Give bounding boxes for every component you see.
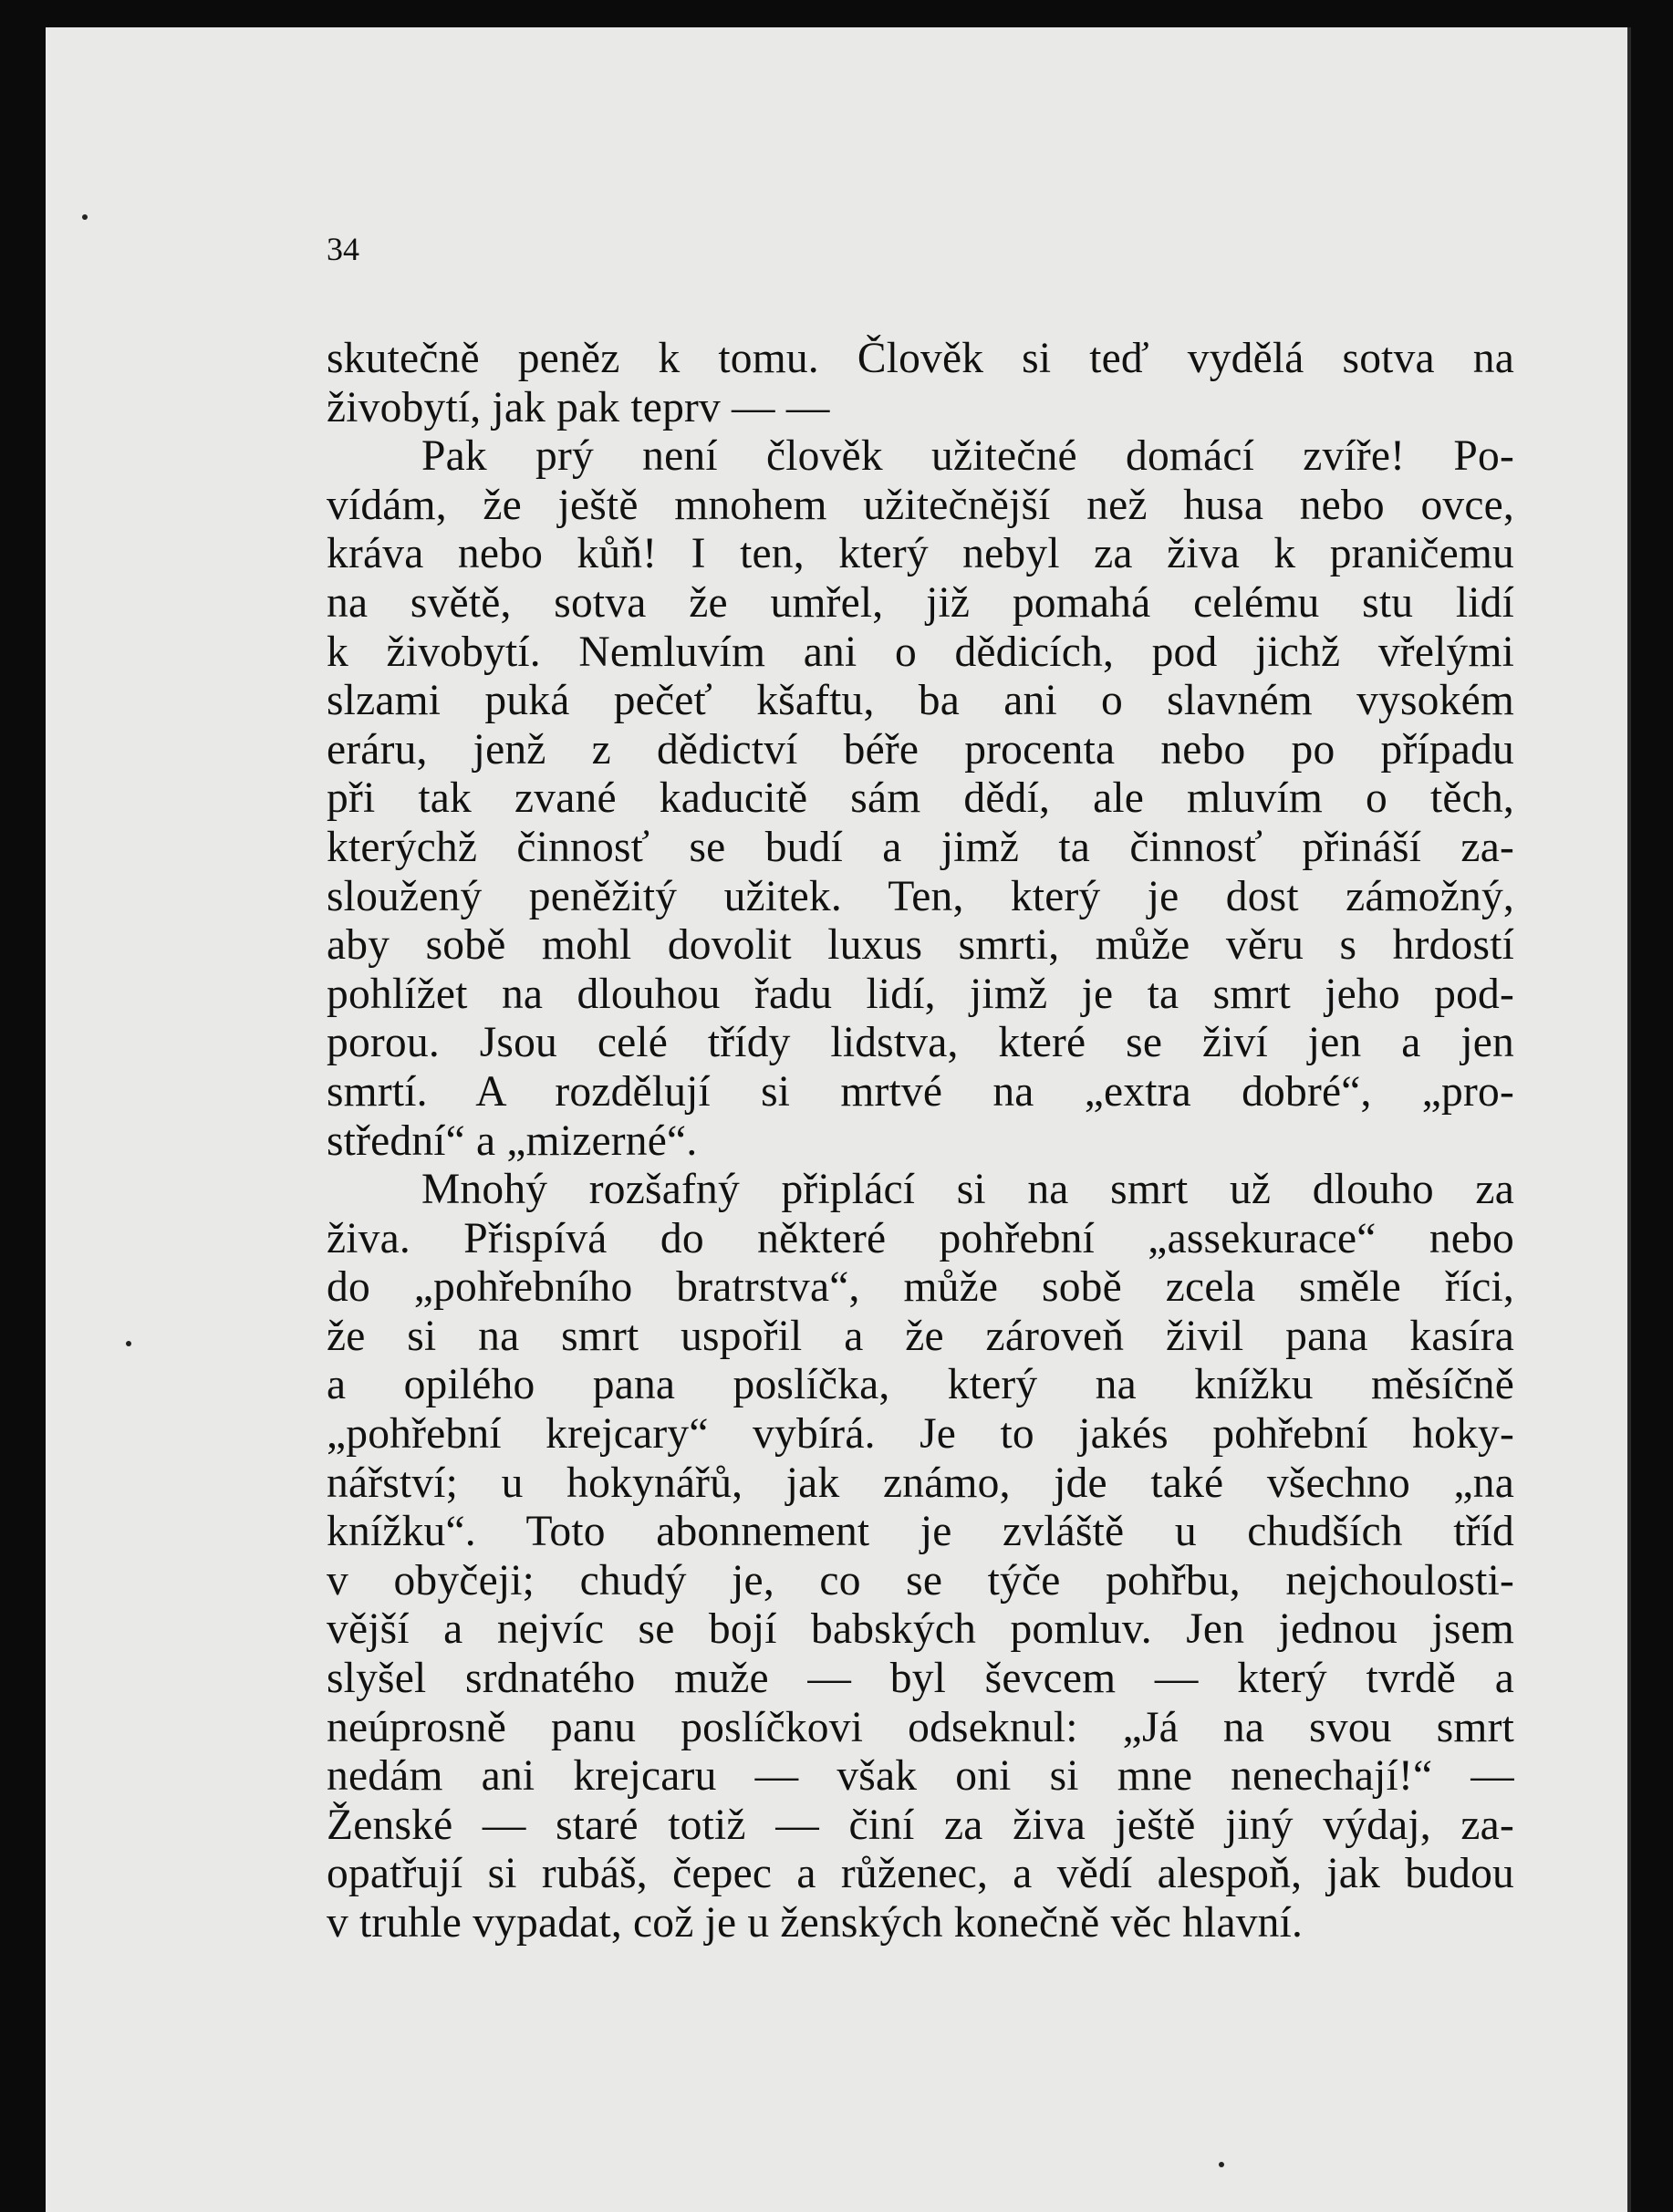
book-page [46, 27, 1631, 2212]
text-line: knížku“. Toto abonnement je zvláště u chudších tříd [327, 1508, 1514, 1556]
text-line: neúprosně panu poslíčkovi odseknul: „Já na svou smrt [327, 1703, 1514, 1751]
text-line: nedám ani krejcaru — však oni si mne nenechají!“ — [327, 1752, 1514, 1801]
text-line: aby sobě mohl dovolit luxus smrti, může věru s hrdostí [327, 921, 1514, 970]
text-line: živobytí, jak pak teprv — — [327, 383, 830, 431]
text-line: v obyčeji; chudý je, co se týče pohřbu, nejchoulosti- [327, 1556, 1514, 1604]
text-line: skutečně peněz k tomu. Člověk si teď vydělá sotva na [327, 335, 1514, 382]
text-line: v truhle vypadat, což je u ženských konečně věc hlavní. [327, 1899, 1304, 1947]
text-line: živa. Přispívá do některé pohřební „assekurace“ nebo [327, 1214, 1514, 1262]
text-line: při tak zvané kaducitě sám dědí, ale mluvím o těch, [327, 774, 1514, 823]
text-line: k živobytí. Nemluvím ani o dědicích, pod jichž vřelými [327, 628, 1514, 676]
scan-speck [126, 1341, 131, 1346]
text-line: sloužený peněžitý užitek. Ten, který je dost zámožný, [327, 872, 1514, 920]
scan-speck [1219, 2162, 1224, 2167]
page-edge [1627, 27, 1631, 2212]
text-line: porou. Jsou celé třídy lidstva, které se živí jen a jen [327, 1019, 1514, 1067]
text-line: vídám, že ještě mnohem užitečnější než husa nebo ovce, [327, 481, 1514, 529]
text-line: do „pohřebního bratrstva“, může sobě zcela směle říci, [327, 1263, 1514, 1312]
text-line: Mnohý rozšafný připlácí si na smrt už dlouho za [421, 1166, 1514, 1214]
text-line: a opilého pana poslíčka, který na knížku měsíčně [327, 1361, 1514, 1409]
text-line: slyšel srdnatého muže — byl ševcem — který tvrdě a [327, 1655, 1514, 1703]
text-line: nářství; u hokynářů, jak známo, jde také všechno „na [327, 1459, 1514, 1507]
page-number: 34 [327, 231, 359, 267]
text-line: smrtí. A rozdělují si mrtvé na „extra dobré“, „pro- [327, 1067, 1514, 1116]
scan-speck [82, 214, 88, 220]
text-line: eráru, jenž z dědictví béře procenta nebo po případu [327, 725, 1514, 774]
text-line: slzami puká pečeť kšaftu, ba ani o slavném vysokém [327, 677, 1514, 725]
text-line: pohlížet na dlouhou řadu lidí, jimž je ta smrt jeho pod- [327, 970, 1514, 1018]
text-line: kterýchž činnosť se budí a jimž ta činnosť přináší za- [327, 823, 1514, 871]
text-line: že si na smrt uspořil a že zároveň živil pana kasíra [327, 1312, 1514, 1360]
text-line: kráva nebo kůň! I ten, který nebyl za živa k praničemu [327, 530, 1514, 578]
text-line: vější a nejvíc se bojí babských pomluv. Jen jednou jsem [327, 1605, 1514, 1654]
text-line: na světě, sotva že umřel, již pomahá celému stu lidí [327, 578, 1514, 627]
text-line: „pohřební krejcary“ vybírá. Je to jakés pohřební hoky- [327, 1410, 1514, 1459]
text-line: opatřují si rubáš, čepec a růženec, a vědí alespoň, jak budou [327, 1850, 1514, 1898]
text-line: Ženské — staré totiž — činí za živa ještě jiný výdaj, za- [327, 1801, 1514, 1849]
page-text [327, 335, 1514, 1948]
text-line: Pak prý není člověk užitečné domácí zvíře! Po- [421, 432, 1514, 481]
text-line: střední“ a „mizerné“. [327, 1116, 698, 1165]
